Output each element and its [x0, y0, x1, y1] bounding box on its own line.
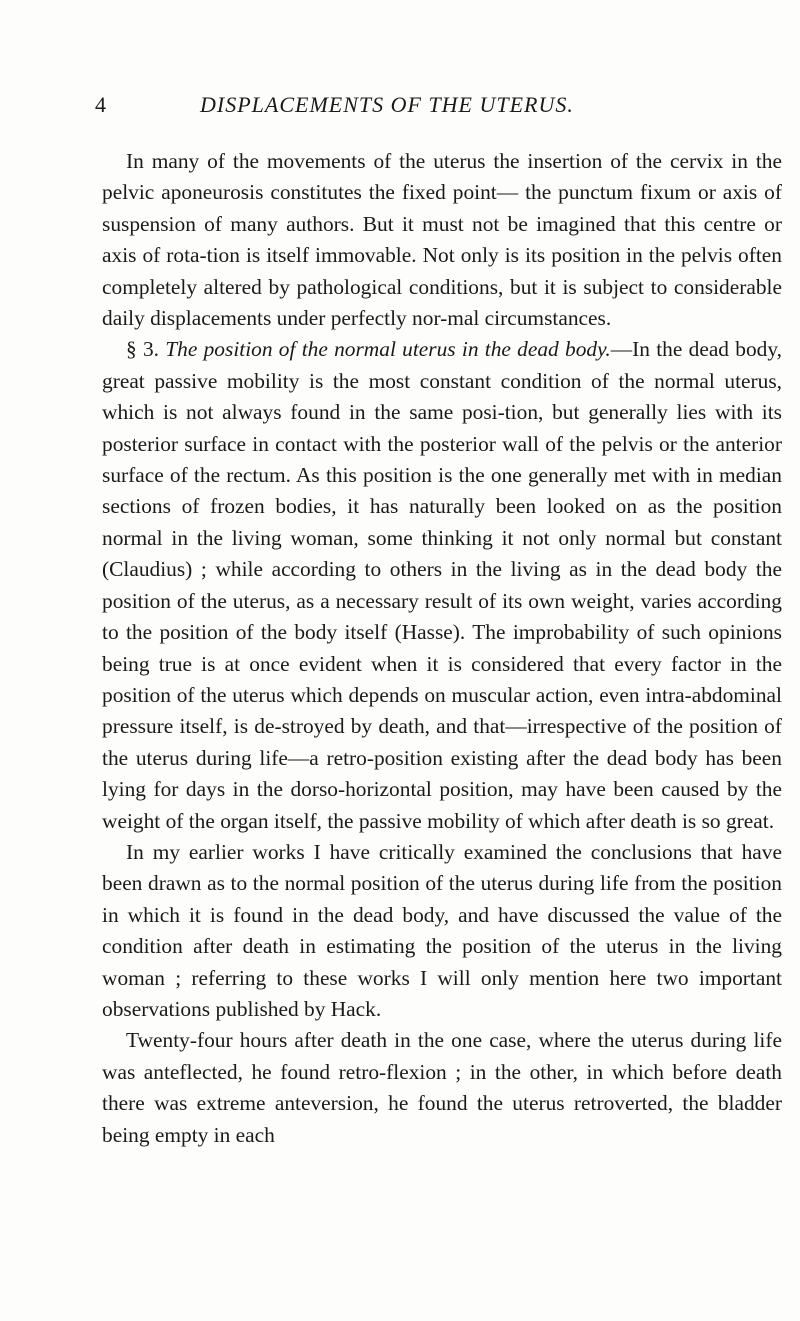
paragraph-2-body: —In the dead body, great passive mobility is the most constant condition of the normal uterus, which is not always found in the same posi-tion, but generally lies with its posterior surface in contact with the posterior wall of the pelvis or the anterior surface of the rectum. As this position is the one generally met with in median sections of frozen bodies, it has naturally been looked on as the position normal in the living woman, some thinking it not only normal but constant (Claudius) ; while according to others in the living as in the dead body the position of the uterus, as a necessary result of its own weight, varies according to the position of the body itself (Hasse). The improbability of such opinions being true is at once evident when it is considered that every factor in the position of the uterus which depends on muscular action, even intra-abdominal pressure itself, is de-stroyed by death, and that—irrespective of the position of the uterus during life—a retro-position existing after the dead body has been lying for days in the dorso-horizontal position, may have been caused by the weight of the organ itself, the passive mobility of which after death is so great.	[102, 337, 783, 833]
running-title: DISPLACEMENTS OF THE UTERUS.	[200, 92, 574, 117]
body-text	[102, 146, 782, 1151]
page-number: 4	[95, 92, 106, 117]
paragraph-4: Twenty-four hours after death in the one case, where the uterus during life was anteflected, he found retro-flexion ; in the other, in which before death there was extreme anteversion, he found the uterus retroverted, the bladder being empty in each	[102, 1028, 782, 1147]
page-header	[95, 92, 785, 128]
paragraph-2	[102, 334, 782, 837]
paragraph-1: In many of the movements of the uterus the insertion of the cervix in the pelvic aponeurosis constitutes the fixed point— the punctum fixum or axis of suspension of many authors. But it must not be imagined that this centre or axis of rota-tion is itself immovable. Not only is its position in the pelvis often completely altered by pathological conditions, but it is subject to considerable daily displacements under perfectly nor-mal circumstances.	[102, 149, 782, 331]
paragraph-3: In my earlier works I have critically examined the conclusions that have been drawn as to the normal position of the uterus during life from the position in which it is found in the dead body, and have discussed the value of the condition after death in estimating the position of the uterus in the living woman ; referring to these works I will only mention here two important observations published by Hack.	[102, 839, 782, 1021]
section-heading: The position of the normal uterus in the dead body.	[165, 337, 611, 362]
section-mark: § 3.	[126, 337, 166, 362]
